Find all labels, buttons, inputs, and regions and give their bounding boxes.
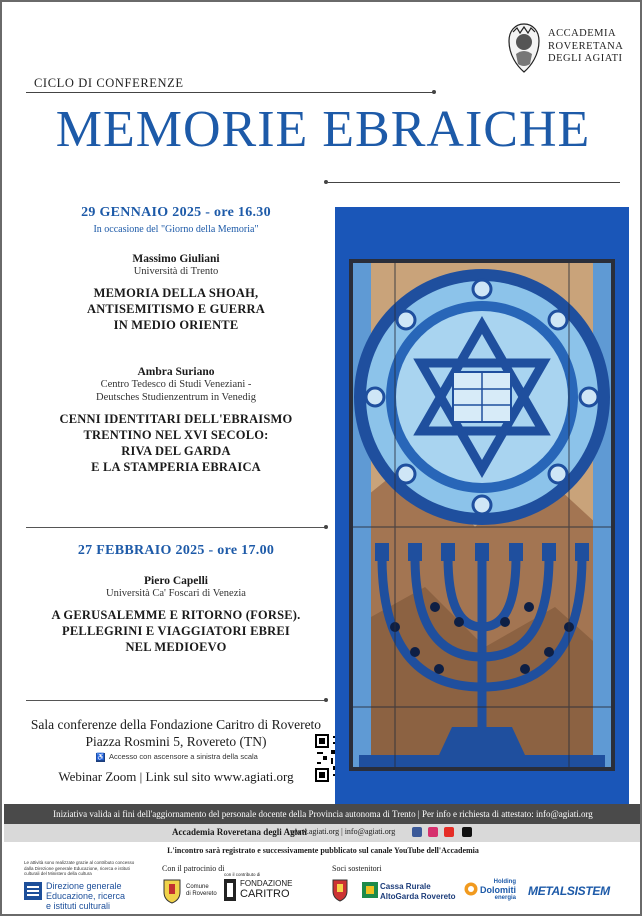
dolomiti-energia-line: energia xyxy=(494,895,516,901)
talk1-title-line: ANTISEMITISMO E GUERRA xyxy=(86,302,266,316)
dolomiti-energia-line: Holding xyxy=(493,879,516,885)
talk3-affiliation: Università Ca' Foscari di Venezia xyxy=(106,588,246,599)
talk3-title-line: A GERUSALEMME E RITORNO (FORSE). xyxy=(51,608,301,622)
youtube-notice: L'incontro sarà registrato e successivamente pubblicato sul canale YouTube dell'Accademia xyxy=(167,846,479,855)
ministry-name-line: e istituti culturali xyxy=(46,901,111,911)
wheelchair-icon: ♿ xyxy=(96,753,105,761)
access-note xyxy=(96,752,258,762)
series-label: CICLO DI CONFERENZE xyxy=(34,76,184,90)
venue xyxy=(26,716,326,750)
talk3-title-line: PELLEGRINI E VIAGGIATORI EBREI xyxy=(62,624,290,638)
talk2-speaker: Ambra Suriano xyxy=(137,366,215,378)
talk3-title xyxy=(26,607,326,655)
ministry-name-line: Educazione, ricerca xyxy=(46,891,126,901)
ministry-name-line: Direzione generale xyxy=(46,881,122,891)
caritro-logo-icon xyxy=(224,879,236,901)
caritro-name xyxy=(240,879,292,899)
ministry-name xyxy=(46,881,125,911)
rule-dot xyxy=(324,525,328,529)
webinar-info: Webinar Zoom | Link sul sito www.agiati.org xyxy=(58,769,294,784)
talk2-title-line: CENNI IDENTITARI DELL'EBRAISMO xyxy=(59,412,293,426)
facebook-icon[interactable] xyxy=(412,827,422,837)
x-icon[interactable] xyxy=(462,827,472,837)
cassa-rurale-name-line: AltoGarda Rovereto xyxy=(380,892,456,901)
sponsor-crest-icon xyxy=(332,878,348,902)
academy-name-line1: ACCADEMIA xyxy=(548,28,617,39)
talk2-title-line: RIVA DEL GARDA xyxy=(121,444,231,458)
talk3-title-line: NEL MEDIOEVO xyxy=(125,640,227,654)
talk1-title-line: MEMORIA DELLA SHOAH, xyxy=(93,286,259,300)
header-rule xyxy=(26,92,434,93)
talk2-title xyxy=(26,411,326,475)
rule-dot xyxy=(324,698,328,702)
academy-name-line3: DEGLI AGIATI xyxy=(548,53,623,64)
academy-footer-name: Accademia Roveretana degli Agiati xyxy=(172,827,308,837)
caritro-name-line: CARITRO xyxy=(240,888,290,900)
talk2-affiliation-line: Centro Tedesco di Studi Veneziani - xyxy=(100,379,252,390)
event1-note: In occasione del "Giorno della Memoria" xyxy=(93,224,259,235)
youtube-icon[interactable] xyxy=(444,827,454,837)
ministry-fine-print: Le attività sono realizzate grazie al contributo concesso dalla Direzione generale Educazione, ricerca e istituti culturali del Ministero della cultura xyxy=(24,860,135,876)
academy-contacts[interactable]: www.agiati.org | info@agiati.org xyxy=(290,827,396,836)
comune-name-line: Comune xyxy=(186,884,209,890)
patronage-label: Con il patrocinio di xyxy=(162,864,225,873)
cassa-rurale-name xyxy=(380,882,456,902)
talk3 xyxy=(26,575,326,655)
cassa-rurale-logo-icon xyxy=(362,882,378,898)
training-notice-band: Iniziativa valida ai fini dell'aggiornamento del personale docente della Provincia autonoma di Trento | Per info e richiesta di attestato: info@agiati.org xyxy=(4,804,642,824)
stained-glass-image xyxy=(335,207,629,804)
talk1-speaker: Massimo Giuliani xyxy=(132,253,220,265)
rule-dot xyxy=(432,90,436,94)
access-text: Accesso con ascensore a sinistra della scala xyxy=(109,752,258,761)
caritro-name-line: FONDAZIONE xyxy=(240,879,293,888)
academy-name xyxy=(548,28,623,66)
event2-header xyxy=(26,543,326,559)
event-separator xyxy=(26,527,326,528)
talk2-title-line: E LA STAMPERIA EBRAICA xyxy=(91,460,261,474)
academy-crest-icon xyxy=(505,22,543,74)
talk2-title-line: TRENTINO NEL XVI SECOLO: xyxy=(83,428,269,442)
title-rule xyxy=(328,182,620,183)
event1-header xyxy=(26,205,326,235)
academy-name-line2: ROVERETANA xyxy=(548,40,624,52)
cassa-rurale-name-line: Cassa Rurale xyxy=(380,882,431,891)
talk2 xyxy=(26,366,326,475)
dolomiti-energia-name xyxy=(480,878,516,902)
venue-line1: Sala conferenze della Fondazione Caritro di Rovereto xyxy=(30,717,322,732)
sponsors-label: Soci sostenitori xyxy=(332,864,382,873)
metalsistem-logo: METALSISTEM xyxy=(528,884,610,898)
comune-name xyxy=(186,884,217,898)
event2-date: 27 FEBBRAIO 2025 - ore 17.00 xyxy=(77,543,275,558)
dolomiti-energia-line: Dolomiti xyxy=(480,885,516,895)
comune-crest-icon xyxy=(162,878,182,904)
event1-date: 29 GENNAIO 2025 - ore 16.30 xyxy=(81,205,271,220)
caritro-contribution: con il contributo di xyxy=(224,872,261,877)
talk1-title-line: IN MEDIO ORIENTE xyxy=(113,318,239,332)
venue-line2: Piazza Rosmini 5, Rovereto (TN) xyxy=(85,734,267,749)
talk3-speaker: Piero Capelli xyxy=(144,575,208,587)
talk1-title xyxy=(26,285,326,333)
comune-name-line: di Rovereto xyxy=(186,891,217,897)
talk1-affiliation: Università di Trento xyxy=(133,266,219,277)
talk2-affiliation-line: Deutsches Studienzentrum in Venedig xyxy=(96,392,256,403)
talk1 xyxy=(26,253,326,333)
poster-title: MEMORIE EBRAICHE xyxy=(55,101,591,158)
dolomiti-energia-logo-icon xyxy=(464,882,478,896)
academy-contact-band xyxy=(4,824,642,842)
ministry-logo-icon xyxy=(24,882,42,900)
instagram-icon[interactable] xyxy=(428,827,438,837)
venue-separator xyxy=(26,700,326,701)
